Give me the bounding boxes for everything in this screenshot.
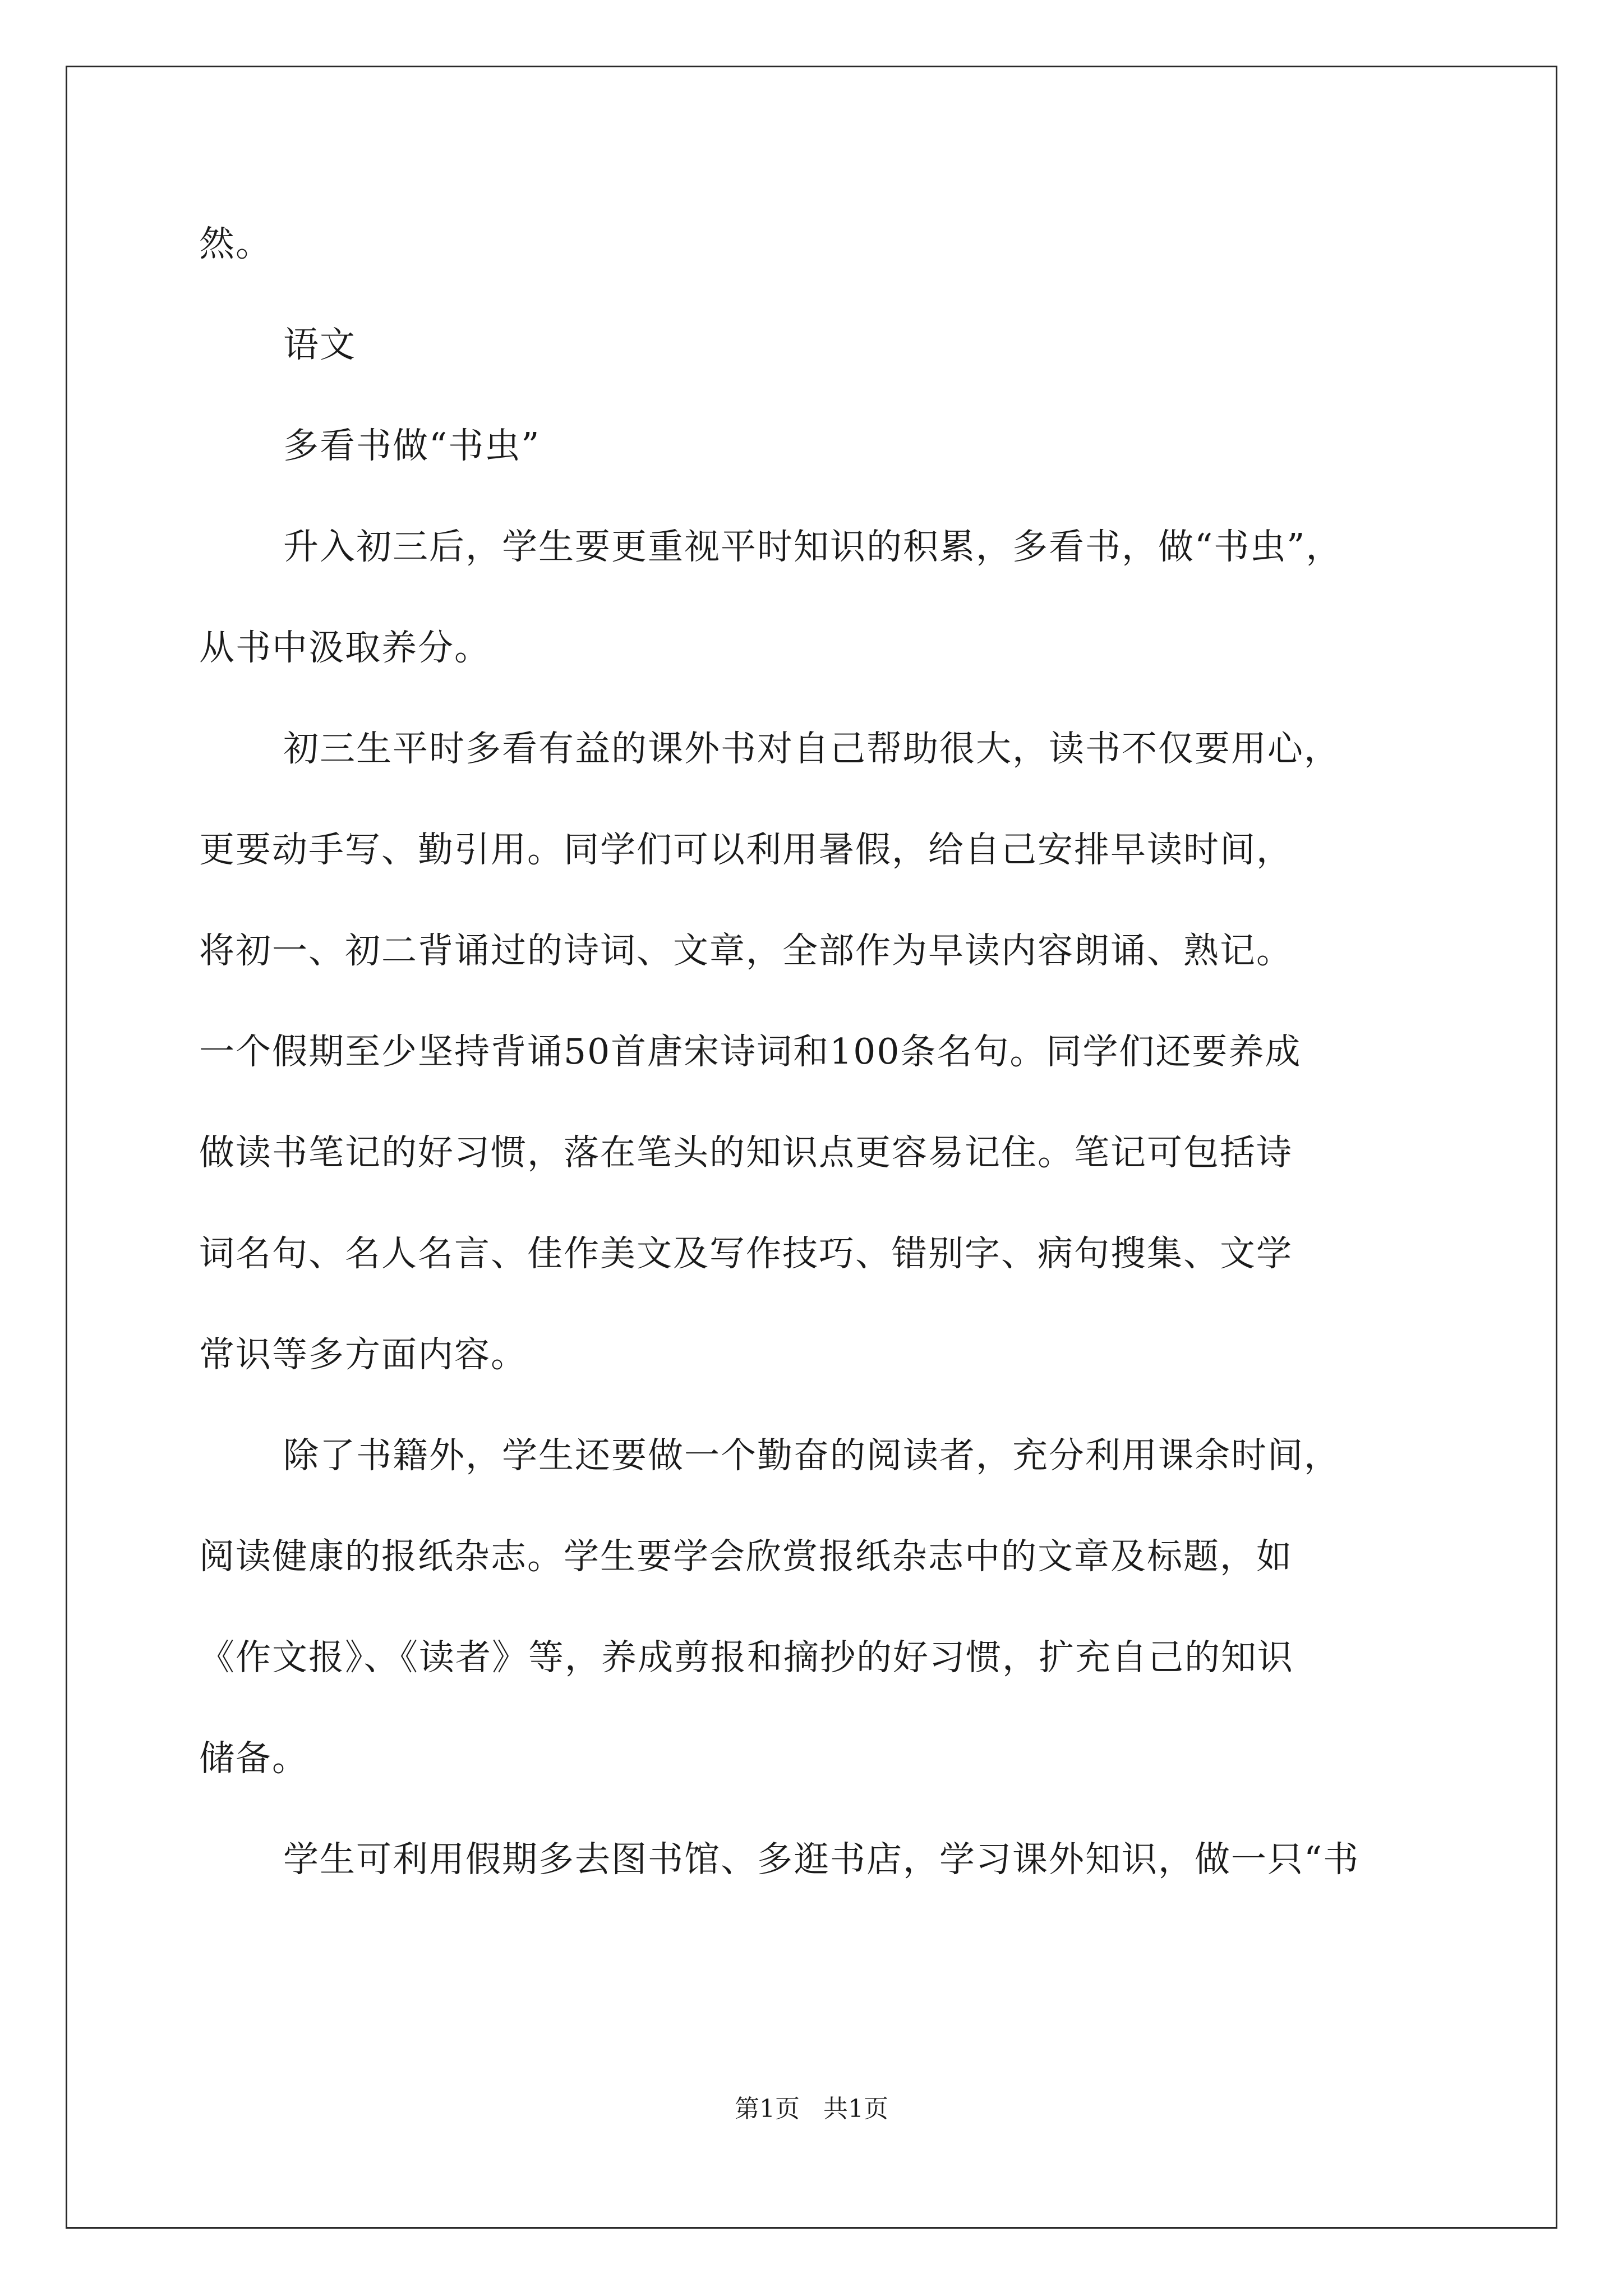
text-line: 学生可利用假期多去图书馆、多逛书店，学习课外知识，做一只“书: [283, 1839, 1360, 1880]
text-line: 然。: [199, 223, 272, 264]
text-line: 词名句、名人名言、佳作美文及写作技巧、错别字、病句搜集、文学: [199, 1233, 1293, 1274]
text-line: 从书中汲取养分。: [199, 627, 491, 668]
text-line: 常识等多方面内容。: [199, 1334, 527, 1375]
text-line: 阅读健康的报纸杂志。学生要学会欣赏报纸杂志中的文章及标题，如: [199, 1536, 1293, 1577]
text-line: 《作文报》、《读者》等，养成剪报和摘抄的好习惯，扩充自己的知识: [199, 1637, 1294, 1678]
text-line: 将初一、初二背诵过的诗词、文章，全部作为早读内容朗诵、熟记。: [199, 930, 1293, 971]
page-number-footer: 第1页 共1页: [735, 2095, 888, 2123]
subsection-heading: 多看书做“书虫”: [283, 425, 541, 466]
text-line: 除了书籍外，学生还要做一个勤奋的阅读者，充分利用课余时间，: [283, 1435, 1340, 1476]
text-line: 做读书笔记的好习惯，落在笔头的知识点更容易记住。笔记可包括诗: [199, 1132, 1293, 1173]
text-line: 初三生平时多看有益的课外书对自己帮助很大，读书不仅要用心，: [283, 728, 1340, 769]
text-line: 更要动手写、勤引用。同学们可以利用暑假，给自己安排早读时间，: [199, 829, 1293, 870]
text-line: 一个假期至少坚持背诵50首唐宋诗词和100条名句。同学们还要养成: [199, 1031, 1302, 1072]
text-line: 升入初三后，学生要更重视平时知识的积累，多看书，做“书虫”，: [283, 526, 1343, 567]
section-heading: 语文: [283, 324, 356, 365]
text-line: 储备。: [199, 1738, 308, 1779]
